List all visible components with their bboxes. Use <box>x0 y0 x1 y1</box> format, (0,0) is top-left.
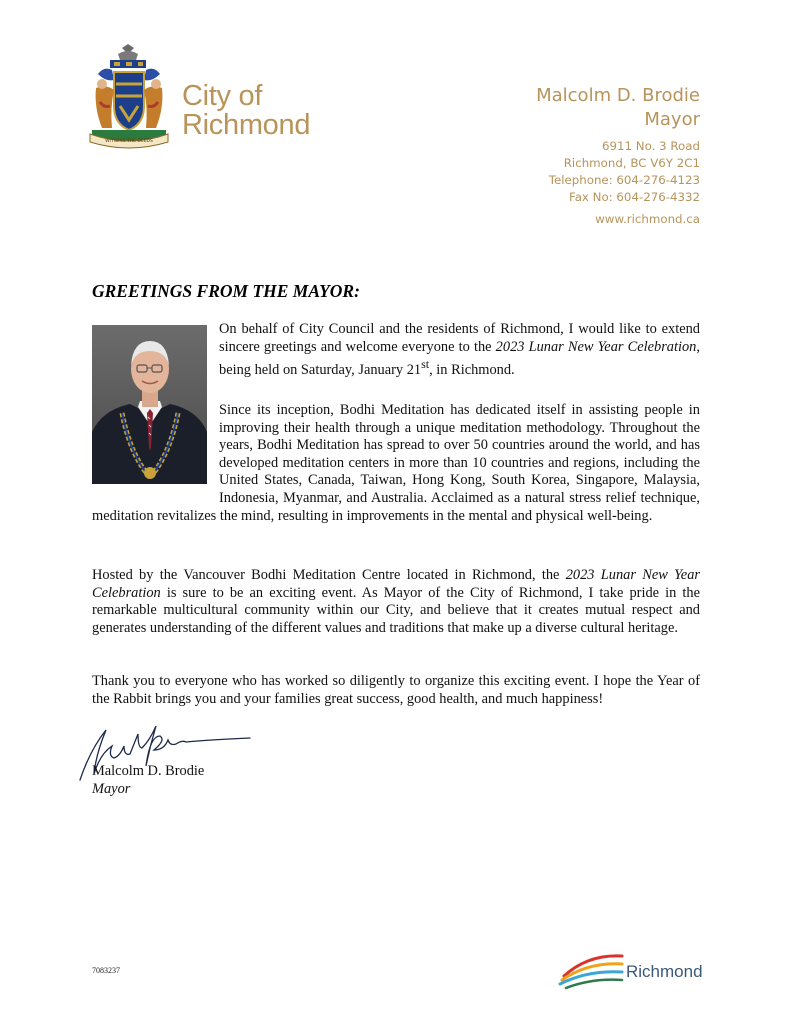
svg-text:WITNESS THE DEEDS: WITNESS THE DEEDS <box>105 139 153 144</box>
p1-date-suffix: st <box>421 357 430 372</box>
p2-text: Since its inception, Bodhi Meditation has dedicated itself in assisting people in improving their health through a unique meditation methodology. Throughout the years, Bodhi Meditation has spread to over 50 countries around the world, and has developed meditation centers in more than 10 countries and regions, including the United States, Canada, Taiwan, Hong Kong, South Korea, Singapore, Malaysia, Indonesia, Myanmar, and Australia. Acclaimed as a natural stress relief technique, meditation revitalizes the mind, resulting in improvements in the mental and physical well-being. <box>92 402 700 524</box>
richmond-wave-icon <box>558 950 628 990</box>
p1-text-c: , in Richmond. <box>429 361 515 378</box>
p3-text-b: is sure to be an exciting event. As Mayor of the City of Richmond, I take pride in the remarkable multicultural community within our City, and believe that it creates mutual respect and generates understanding of the different values and traditions that make up a diverse cultural heritage. <box>92 584 700 636</box>
footer-logo-text: Richmond <box>626 962 703 981</box>
p3-event-name: 2023 Lunar New Year Celebration <box>92 567 700 601</box>
city-logo <box>88 44 318 152</box>
mayor-name: Malcolm D. Brodie <box>536 85 700 106</box>
signatory-name: Malcolm D. Brodie <box>92 763 205 779</box>
city-line-2: Richmond <box>182 109 311 141</box>
p4-text: Thank you to everyone who has worked so diligently to organize this exciting event. I hope the Year of the Rabbit brings you and your families great success, good health, and much happiness! <box>92 673 700 707</box>
p3-text-a: Hosted by the Vancouver Bodhi Meditation Centre located in Richmond, the <box>92 567 566 583</box>
p1-text-b: , being held on Saturday, January 21 <box>219 338 700 378</box>
document-number: 7083237 <box>92 966 120 975</box>
richmond-footer-logo <box>558 950 708 990</box>
telephone: Telephone: 604-276-4123 <box>548 173 700 187</box>
p1-text-a: On behalf of City Council and the residents of Richmond, I would like to extend sincere greetings and welcome everyone to the <box>219 321 700 355</box>
mayor-title: Mayor <box>644 109 700 130</box>
paragraph-3 <box>92 567 700 637</box>
address-line-1: 6911 No. 3 Road <box>602 139 700 153</box>
signatory-title: Mayor <box>92 781 131 797</box>
address-line-2: Richmond, BC V6Y 2C1 <box>563 156 700 170</box>
mayor-contact-block <box>536 84 700 228</box>
p1-event-name: 2023 Lunar New Year Celebration <box>495 338 697 355</box>
website-link[interactable]: www.richmond.ca <box>595 212 700 226</box>
city-crest-icon <box>88 44 170 150</box>
city-wordmark <box>182 82 310 140</box>
city-line-1: City of <box>182 80 263 112</box>
paragraph-4 <box>92 673 700 708</box>
letter-heading: GREETINGS FROM THE MAYOR: <box>92 281 360 301</box>
paragraph-2 <box>92 402 700 525</box>
fax: Fax No: 604-276-4332 <box>569 190 700 204</box>
paragraph-1 <box>219 321 700 380</box>
